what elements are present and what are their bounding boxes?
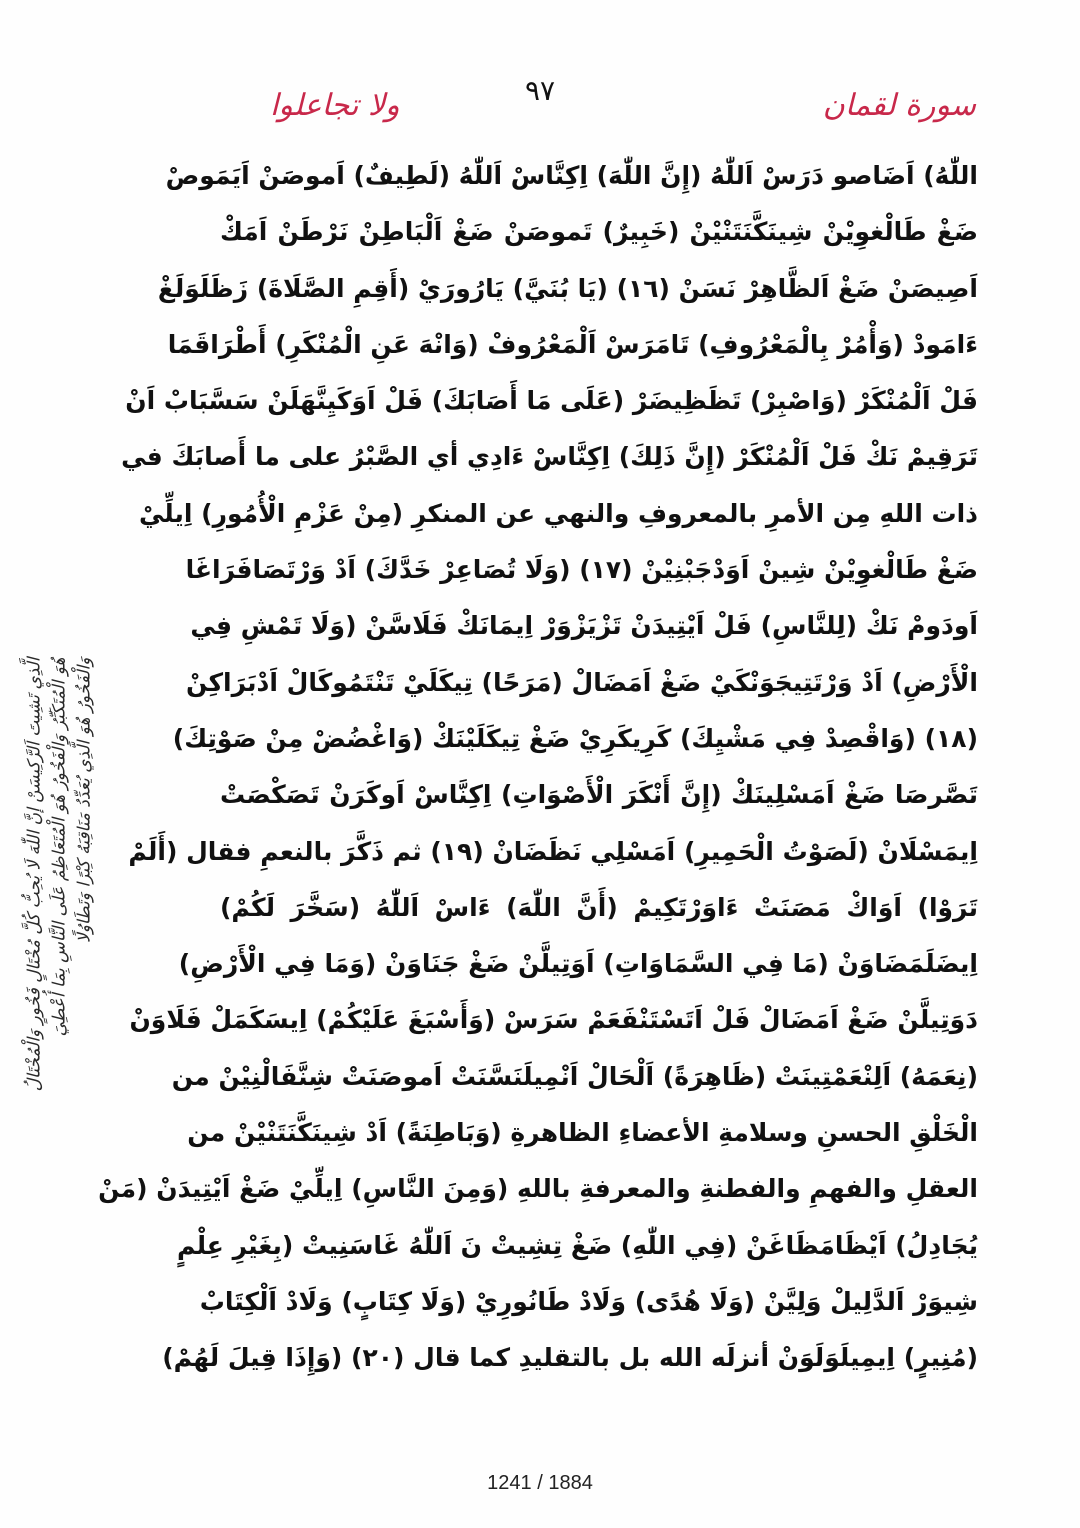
text-line: تَرَقِيمْ نَكْ فَلْ اَلْمُنْكَرْ (إِنَّ ذَلِكَ) اِكِنَّاسْ ءَادِي أي الصَّبْرُ على ما أَصابَكَ في — [121, 442, 978, 472]
main-text-block — [98, 148, 978, 1387]
text-line: اللّٰهُ) اَضَاصو دَرَسْ اَللّٰهُ (إِنَّ اللّٰهَ) اِكِنَّاسْ اَللّٰهُ (لَطِيفٌ) اَموصَنْ اَيَمَوصْ — [165, 161, 978, 190]
text-line: تَرَوْا) اَوَاكْ مَصَنَتْ ءَاوَرْتَكِيمْ (أَنَّ اللّٰهَ) ءَاسْ اَللّٰهُ (سَخَّرَ لَكُمْ) — [220, 892, 978, 922]
text-line: (نِعَمَهُ) اَلِنْعَمْتِينَتْ (ظَاهِرَةً) اَلْحَالْ اَنْمِيلَنَسَّنَتْ اَموصَنَتْ شِنَّفَالْنِيْنْ من — [171, 1061, 978, 1091]
text-line: ضَغْ طَالْغوِيْنْ شِينْ اَوَدْجَبْنِيْنْ (١٧) (وَلَا تُصَاعِرْ خَدَّكَ) اَدْ وَرْتَصَافَرَاغَا — [185, 555, 978, 585]
page-counter: 1241 / 1884 — [487, 1472, 593, 1494]
text-line: ضَغْ طَالْغوِيْنْ شِينَكَّنَتَنْيْنْ (خَبِيرٌ) تَموصَنْ ضَغْ اَلْبَاطِنْ نَرْطَنْ اَمَكْ — [220, 217, 978, 247]
text-line: (١٨) (وَاقْصِدْ فِي مَشْيِكَ) كَرِيكَرِيْ ضَغْ تِيكَلَيْنَكْ (وَاغْضُضْ مِنْ صَوْتِكَ) — [172, 723, 978, 753]
text-line: اِيضَلَمَضَاوَنْ (مَا فِي السَّمَاوَاتِ) اَوَتِيلَّنْ ضَغْ جَنَاوَنْ (وَمَا فِي الْأَرْضِ) — [178, 949, 978, 979]
text-line: اِيمَسْلَانْ (لَصَوْتُ الْحَمِيرِ) اَمَسْلِي نَظَضَانْ (١٩) ثم ذَكَّرَ بالنعمِ فقال (أَلَمْ — [128, 836, 978, 866]
text-line: اَصِيصَنْ ضَغْ اَلظَّاهِرْ نَسَنْ (١٦) (يَا بُنَيَّ) يَارُورَيْ (أَقِمِ الصَّلَاةَ) زَظَلَوَلَغْ — [157, 273, 978, 303]
text-line: العقلِ والفهمِ والفطنةِ والمعرفةِ باللهِ (وَمِنَ النَّاسِ) اِيلِّيْ ضَغْ اَيْتِيدَنْ (مَنْ — [98, 1174, 978, 1204]
margin-note-line: هُوَ الْمُتَكَبِّرُ وَالْفَخُورُ هُوَ الْمُتَعَاظِمُ عَلَى النَّاسِ بِمَا أُعْطِيَ — [49, 657, 70, 1037]
handwritten-margin-note — [23, 658, 98, 1438]
text-line: دَوَتِيلَّنْ ضَغْ اَمَضَالْ فَلْ اَتَسْتَنْفَعَمْ سَرَسْ (وَأَسْبَغَ عَلَيْكُمْ) اِيسَكَمَلْ فَلَاوَنْ — [129, 1005, 978, 1035]
text-line: تَصَّرصَا ضَغْ اَمَسْلِينَكْ (إِنَّ أَنْكَرَ الْأَصْوَاتِ) اِكِنَّاسْ اَوكَرَنْ تَصَكْصَتْ — [220, 780, 978, 810]
text-line: فَلْ اَلْمُنْكَرْ (وَاصْبِرْ) تَظَظِيضَرْ (عَلَى مَا أَصَابَكَ) فَلْ اَوَكَيِنَّهَلَنْ سَسَّبَابْ اَنْ — [125, 386, 978, 416]
margin-note-line: الَّذِي تَشِيتَ اَلرَّكِيسَنْ إنَّ اللّٰهَ لَا يُحِبُّ كُلَّ مُخْتَالٍ فَخُورٍ وَالْمُخْتَالُ — [24, 657, 45, 1092]
text-line: (مُنِيرٍ) اِيمِيلَوَلَوَنْ أنزلَه الله بل بالتقليدِ كما قال (٢٠) (وَإِذَا قِيلَ لَهُمْ) — [162, 1343, 978, 1373]
text-line: ءَامَودْ (وَأْمُرْ بِالْمَعْرُوفِ) تَامَرَسْ اَلْمَعْرُوفْ (وَانْهَ عَنِ الْمُنْكَرِ) أَطْرَاقَمَا — [167, 329, 978, 359]
header-left-note: ولا تجاعلوا — [270, 88, 400, 123]
page-number: ٩٧ — [524, 74, 556, 107]
margin-note-line: وَالْفَخُورُ هُوَ الَّذِي يُعَدِّدُ مَنَاقِبَهُ كِبْرًا وَتَطَاوُلًا — [74, 657, 95, 943]
text-line: شِيوَرْ اَلدَّلِيلْ وَلِيَّنْ (وَلَا هُدًى) وَلَادْ طَانُورِيْ (وَلَا كِتَابٍ) وَلَادْ اَلْكِتَابْ — [199, 1286, 978, 1316]
text-line: يُجَادِلُ) اَيْظَامَظَاغَنْ (فِي اللّٰهِ) ضَغْ تِشِيتْ نَ اَللّٰهُ غَاسَنِيتْ (بِغَيْرِ عِلْمٍ — [177, 1230, 978, 1260]
surah-name-note: سورة لقمان — [822, 88, 976, 123]
text-line: الْخَلْقِ الحسنِ وسلامةِ الأعضاءِ الظاهرةِ (وَبَاطِنَةً) اَدْ شِينَكَّنَتَنْيْنْ من — [187, 1118, 978, 1148]
text-line: اَودَومْ نَكْ (لِلنَّاسِ) فَلْ اَيْتِيدَنْ تَزْيَزْوَرْ اِيمَانَكْ فَلَاسَّنْ (وَلَا تَمْشِ فِي — [190, 611, 978, 641]
text-line: ذات اللهِ مِن الأمرِ بالمعروفِ والنهي عن المنكرِ (مِنْ عَزْمِ الْأُمُورِ) اِيلِّيْ — [139, 498, 978, 528]
text-line: الْأَرْضِ) اَدْ وَرْتَتِيجَوَنْكَيْ ضَغْ اَمَضَالْ (مَرَحًا) تِيكَلَيْ تَنْتَمُوكَالْ اَدْبَرَاكِنْ — [185, 667, 978, 697]
